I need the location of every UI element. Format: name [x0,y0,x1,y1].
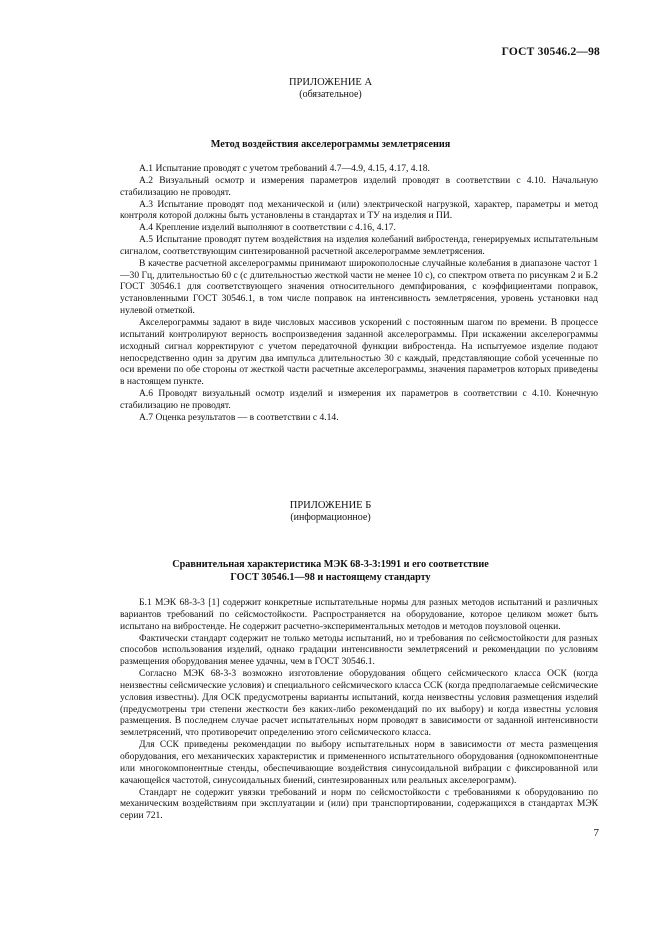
appendix-b-heading-line2: ГОСТ 30546.1—98 и настоящему стандарту [230,571,431,583]
paragraph-a5: А.5 Испытание проводят путем воздействия на изделия колебаний вибростенда, генерируемых испытательным сигналом, соответствующим синтезированной расчетной акселерограмме землетрясения. [120,234,598,257]
appendix-b-subtitle: (информационное) [290,512,371,523]
appendix-b-heading-line1: Сравнительная характеристика МЭК 68-3-3:1991 и его соответствие [172,559,489,570]
paragraph-a3: А.3 Испытание проводят под механической и (или) электрической нагрузкой, характер, параметры и метод контроля которой должны быть установлены в стандартах и ТУ на изделия и ПИ. [120,198,598,222]
appendix-a-subtitle: (обязательное) [299,89,362,100]
appendix-b-header [0,500,661,524]
paragraph-a1: А.1 Испытание проводят с учетом требований 4.7—4.9, 4.15, 4.17, 4.18. [139,163,430,174]
paragraph-a4: А.4 Крепление изделий выполняют в соответствии с 4.16, 4.17. [139,222,396,234]
paragraph-b-mek-721: Стандарт не содержит увязки требований и норм по сейсмостойкости с требованиями к оборудованию по механическим воздействиям при эксплуатации и (или) при транспортировании, содержащихся в стандартах МЭК серии 721. [120,786,598,822]
paragraph-b-seismic-classes: Согласно МЭК 68-3-3 возможно изготовление оборудования общего сейсмического класса ОСК (когда неизвестны сейсмические условия) и специального сейсмического класса ССК (когда предполагаемые сейсмические условия известны). Для ОСК предусмотрены варианты испытаний, когда неизвестны условия размещения изделий (предусмотрены три степени жесткости без каких-либо рекомендаций по их выбору) и когда известны условия размещения. В последнем случае расчет испытательных норм проводят в зависимости от заданной интенсивности землетрясений, что противоречит определению этого сейсмического класса. [120,668,598,739]
appendix-b-heading [0,559,661,584]
appendix-a-title: ПРИЛОЖЕНИЕ А [288,77,373,88]
paragraph-a7: А.7 Оценка результатов — в соответствии с 4.14. [139,411,339,423]
paragraph-b-ssk-recommendations: Для ССК приведены рекомендации по выбору испытательных норм в зависимости от места размещения оборудования, его механических характеристик и примененного испытательного оборудования (однокомпонентные или многокомпонентные стенды, обеспечивающие воздействия синусоидальной вибрации с фиксированной или качающейся частотой, синусоидальных биений, синтезированных или реальных акселерограмм). [120,739,598,786]
paragraph-a5-numeric-arrays: Акселерограммы задают в виде числовых массивов ускорений с постоянным шагом по времени. В процессе испытаний контролируют верность воспроизведения заданной акселерограммы. При искажении акселерограммы исходный сигнал корректируют с учетом передаточной функции вибростенда. На испытуемое изделие подают непосредственно один за другим два импульса длительностью 30 с каждый, представляющие собой усеченные по оси времени по обе стороны от жесткой части расчетные акселерограммы, значения параметров которых приведены в настоящем пункте. [120,316,598,388]
appendix-b-body [120,597,598,822]
paragraph-b1: Б.1 МЭК 68-3-3 [1] содержит конкретные испытательные нормы для разных методов испытаний и различных вариантов требований по сейсмостойкости. Распространяется на оборудование, которое целиком может быть испытано на вибростенде. Не содержит расчетно-экспериментальных методов и методов поузловой оценки. [120,597,598,632]
paragraph-a2: А.2 Визуальный осмотр и измерения параметров изделий проводят в соответствии с 4.10. Начальную стабилизацию не проводят. [120,174,598,198]
paragraph-b-actual-content: Фактически стандарт содержит не только методы испытаний, но и требования по сейсмостойкости для разных способов использования изделий, однако градации интенсивности землетрясений и рекомендации по условиям размещения оборудования менее удачны, чем в ГОСТ 30546.1. [120,632,598,668]
paragraph-a5-design-accelerogram: В качестве расчетной акселерограммы принимают широкополосные случайные колебания в диапазоне частот 1—30 Гц, длительностью 60 с (с длительностью жесткой части не менее 10 с), со спектром ответа по рисункам 2 и Б.2 ГОСТ 30546.1 для соответствующего значения относительного демпфирования, с коэффициентами поправок, установленными ГОСТ 30546.1, в том числе поправок на интенсивность землетрясения, уровень установки над нулевой отметкой. [120,257,598,317]
appendix-a-body [120,163,598,424]
appendix-b-title: ПРИЛОЖЕНИЕ Б [289,500,372,511]
paragraph-a6: А.6 Проводят визуальный осмотр изделий и измерения их параметров в соответствии с 4.10. Конечную стабилизацию не проводят. [120,388,598,411]
appendix-a-heading: Метод воздействия акселерограммы землетрясения [210,139,451,150]
page-number: 7 [593,827,599,839]
standard-code: ГОСТ 30546.2—98 [501,46,600,58]
appendix-a-header [0,77,661,101]
